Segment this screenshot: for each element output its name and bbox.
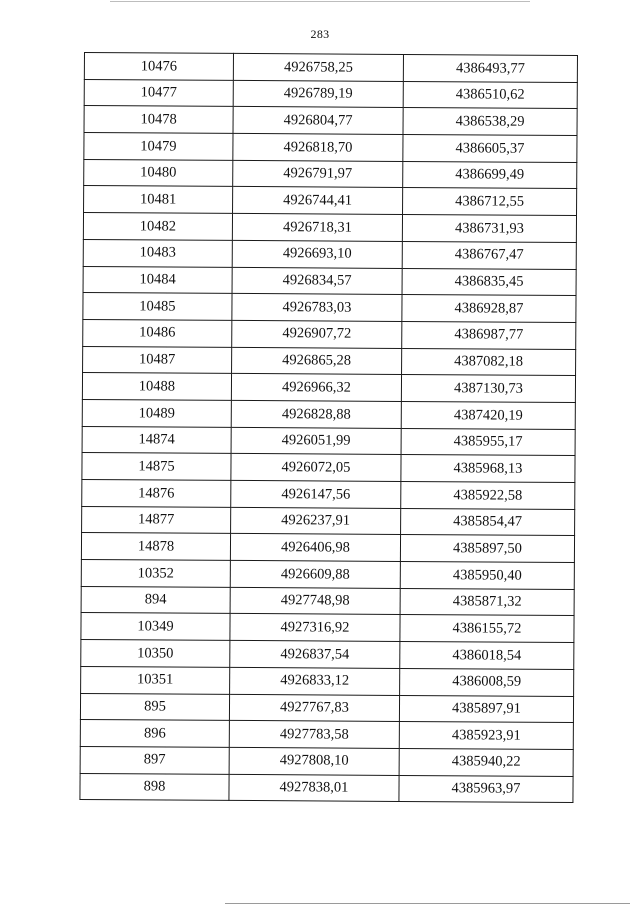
x-coordinate-cell: 4926837,54	[230, 641, 400, 669]
x-coordinate-cell: 4927838,01	[229, 774, 399, 802]
point-number-cell: 896	[80, 720, 229, 748]
table-row	[81, 613, 574, 643]
x-coordinate-cell: 4926051,99	[231, 427, 401, 455]
y-coordinate-cell: 4386767,47	[402, 241, 576, 269]
y-coordinate-cell: 4385940,22	[399, 748, 573, 776]
table-row	[81, 586, 574, 616]
y-coordinate-cell: 4386538,29	[403, 108, 577, 136]
point-number-cell: 898	[80, 773, 229, 801]
point-number-cell: 14876	[82, 479, 231, 507]
x-coordinate-cell: 4926818,70	[233, 133, 403, 161]
x-coordinate-cell: 4926783,03	[232, 294, 402, 322]
x-coordinate-cell: 4927783,58	[229, 721, 399, 749]
x-coordinate-cell: 4927767,83	[229, 694, 399, 722]
point-number-cell: 895	[80, 693, 229, 721]
point-number-cell: 10352	[81, 560, 230, 588]
y-coordinate-cell: 4386835,45	[402, 268, 576, 296]
y-coordinate-cell: 4387420,19	[401, 401, 575, 429]
x-coordinate-cell: 4927808,10	[229, 747, 399, 775]
point-number-cell: 894	[81, 586, 230, 614]
point-number-cell: 10476	[84, 53, 233, 81]
y-coordinate-cell: 4385897,50	[400, 535, 574, 563]
table-row	[84, 53, 577, 83]
table-row	[82, 399, 575, 429]
table-row	[82, 453, 575, 483]
x-coordinate-cell: 4926147,56	[231, 480, 401, 508]
point-number-cell: 10351	[81, 666, 230, 694]
y-coordinate-cell: 4385897,91	[399, 695, 573, 723]
y-coordinate-cell: 4386987,77	[402, 321, 576, 349]
y-coordinate-cell: 4386605,37	[403, 135, 577, 163]
table-row	[80, 746, 573, 776]
y-coordinate-cell: 4385968,13	[401, 455, 575, 483]
x-coordinate-cell: 4926693,10	[232, 240, 402, 268]
table-row	[81, 666, 574, 696]
y-coordinate-cell: 4385871,32	[400, 588, 574, 616]
point-number-cell: 10484	[83, 266, 232, 294]
x-coordinate-cell: 4926406,98	[230, 534, 400, 562]
table-row	[83, 239, 576, 269]
y-coordinate-cell: 4386699,49	[403, 161, 577, 189]
point-number-cell: 10477	[84, 79, 233, 107]
point-number-cell: 14878	[81, 533, 230, 561]
y-coordinate-cell: 4386008,59	[400, 668, 574, 696]
x-coordinate-cell: 4926789,19	[233, 80, 403, 108]
x-coordinate-cell: 4926834,57	[232, 267, 402, 295]
x-coordinate-cell: 4926237,91	[231, 507, 401, 535]
x-coordinate-cell: 4926744,41	[233, 187, 403, 215]
point-number-cell: 14874	[82, 426, 231, 454]
point-number-cell: 10486	[83, 319, 232, 347]
y-coordinate-cell: 4387082,18	[402, 348, 576, 376]
table-row	[83, 213, 576, 243]
x-coordinate-cell: 4926609,88	[230, 560, 400, 588]
table-row	[83, 293, 576, 323]
y-coordinate-cell: 4386493,77	[403, 54, 577, 82]
table-row	[82, 426, 575, 456]
top-scan-rule	[110, 1, 530, 2]
point-number-cell: 10482	[83, 213, 232, 241]
y-coordinate-cell: 4385854,47	[401, 508, 575, 536]
table-row	[84, 186, 577, 216]
point-number-cell: 10487	[83, 346, 232, 374]
y-coordinate-cell: 4386712,55	[403, 188, 577, 216]
x-coordinate-cell: 4926966,32	[231, 374, 401, 402]
table-row	[82, 479, 575, 509]
page-number: 283	[310, 27, 330, 41]
y-coordinate-cell: 4386928,87	[402, 295, 576, 323]
coordinates-table	[79, 52, 578, 803]
point-number-cell: 10480	[84, 159, 233, 187]
table-row	[83, 346, 576, 376]
coordinates-table-body	[80, 53, 578, 803]
table-row	[82, 373, 575, 403]
table-row	[83, 319, 576, 349]
table-row	[82, 506, 575, 536]
y-coordinate-cell: 4386155,72	[400, 615, 574, 643]
point-number-cell: 14877	[82, 506, 231, 534]
table-row	[84, 133, 577, 163]
point-number-cell: 14875	[82, 453, 231, 481]
x-coordinate-cell: 4926791,97	[233, 160, 403, 188]
point-number-cell: 897	[80, 746, 229, 774]
x-coordinate-cell: 4926865,28	[232, 347, 402, 375]
y-coordinate-cell: 4385963,97	[399, 775, 573, 803]
bottom-scan-rule	[225, 903, 630, 904]
table-row	[80, 693, 573, 723]
point-number-cell: 10485	[83, 293, 232, 321]
y-coordinate-cell: 4386731,93	[402, 215, 576, 243]
x-coordinate-cell: 4926833,12	[230, 667, 400, 695]
table-row	[84, 79, 577, 109]
table-row	[80, 720, 573, 750]
table-row	[80, 773, 573, 803]
x-coordinate-cell: 4927316,92	[230, 614, 400, 642]
table-row	[81, 533, 574, 563]
point-number-cell: 10349	[81, 613, 230, 641]
point-number-cell: 10489	[82, 399, 231, 427]
y-coordinate-cell: 4385922,58	[401, 481, 575, 509]
y-coordinate-cell: 4387130,73	[401, 375, 575, 403]
table-row	[84, 159, 577, 189]
table-row	[83, 266, 576, 296]
y-coordinate-cell: 4385923,91	[399, 722, 573, 750]
table-row	[81, 640, 574, 670]
point-number-cell: 10481	[84, 186, 233, 214]
table-row	[81, 560, 574, 590]
point-number-cell: 10478	[84, 106, 233, 134]
x-coordinate-cell: 4926072,05	[231, 454, 401, 482]
x-coordinate-cell: 4927748,98	[230, 587, 400, 615]
x-coordinate-cell: 4926718,31	[232, 214, 402, 242]
x-coordinate-cell: 4926828,88	[231, 400, 401, 428]
y-coordinate-cell: 4385955,17	[401, 428, 575, 456]
y-coordinate-cell: 4386510,62	[403, 81, 577, 109]
x-coordinate-cell: 4926907,72	[232, 320, 402, 348]
point-number-cell: 10488	[82, 373, 231, 401]
x-coordinate-cell: 4926804,77	[233, 107, 403, 135]
point-number-cell: 10479	[84, 133, 233, 161]
point-number-cell: 10350	[81, 640, 230, 668]
y-coordinate-cell: 4385950,40	[400, 562, 574, 590]
point-number-cell: 10483	[83, 239, 232, 267]
x-coordinate-cell: 4926758,25	[233, 53, 403, 81]
table-row	[84, 106, 577, 136]
y-coordinate-cell: 4386018,54	[400, 642, 574, 670]
